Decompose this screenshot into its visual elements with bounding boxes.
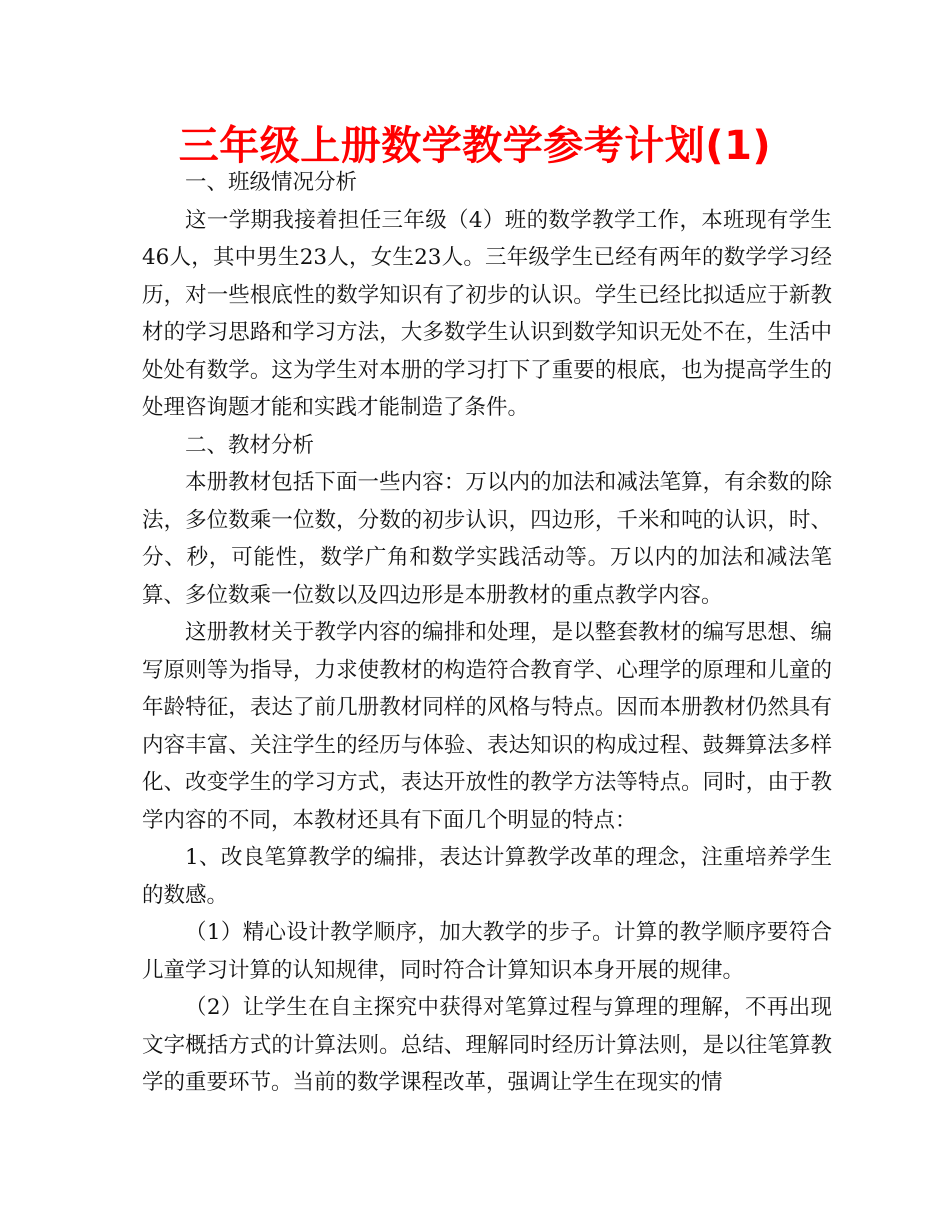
paragraph-point-1-1: （1）精心设计教学顺序，加大教学的步子。计算的教学顺序要符合儿童学习计算的认知规律，同时符合计算知识本身开展的规律。	[142, 920, 832, 983]
paragraph-textbook-contents: 本册教材包括下面一些内容：万以内的加法和减法笔算，有余数的除法，多位数乘一位数，分数的初步认识，四边形，千米和吨的认识，时、分、秒，可能性，数学广角和数学实践活动等。万以内的加法和减法笔算、多位数乘一位数以及四边形是本册教材的重点教学内容。	[142, 470, 832, 608]
paragraph-textbook-features: 这册教材关于教学内容的编排和处理，是以整套教材的编写思想、编写原则等为指导，力求使教材的构造符合教育学、心理学的原理和儿童的年龄特征，表达了前几册教材同样的风格与特点。因而本册教材仍然具有内容丰富、关注学生的经历与体验、表达知识的构成过程、鼓舞算法多样化、改变学生的学习方式，表达开放性的教学方法等特点。同时，由于教学内容的不同，本教材还具有下面几个明显的特点：	[142, 620, 832, 833]
paragraph-point-1: 1、改良笔算教学的编排，表达计算教学改革的理念，注重培养学生的数感。	[142, 845, 832, 908]
section-heading-class-analysis: 一、班级情况分析	[185, 170, 358, 195]
document-title: 三年级上册数学教学参考计划(1)	[178, 123, 772, 169]
document-body	[142, 164, 832, 1102]
section-heading-textbook-analysis: 二、教材分析	[185, 432, 315, 458]
paragraph-point-1-2: （2）让学生在自主探究中获得对笔算过程与算理的理解，不再出现文字概括方式的计算法则。总结、理解同时经历计算法则，是以往笔算教学的重要环节。当前的数学课程改革，强调让学生在现实的情	[142, 995, 832, 1095]
paragraph-class-situation: 这一学期我接着担任三年级（4）班的数学教学工作，本班现有学生46人，其中男生23人，女生23人。三年级学生已经有两年的数学学习经历，对一些根底性的数学知识有了初步的认识。学生已经比拟适应于新教材的学习思路和学习方法，大多数学生认识到数学知识无处不在，生活中处处有数学。这为学生对本册的学习打下了重要的根底，也为提高学生的处理咨询题才能和实践才能制造了条件。	[142, 207, 832, 420]
